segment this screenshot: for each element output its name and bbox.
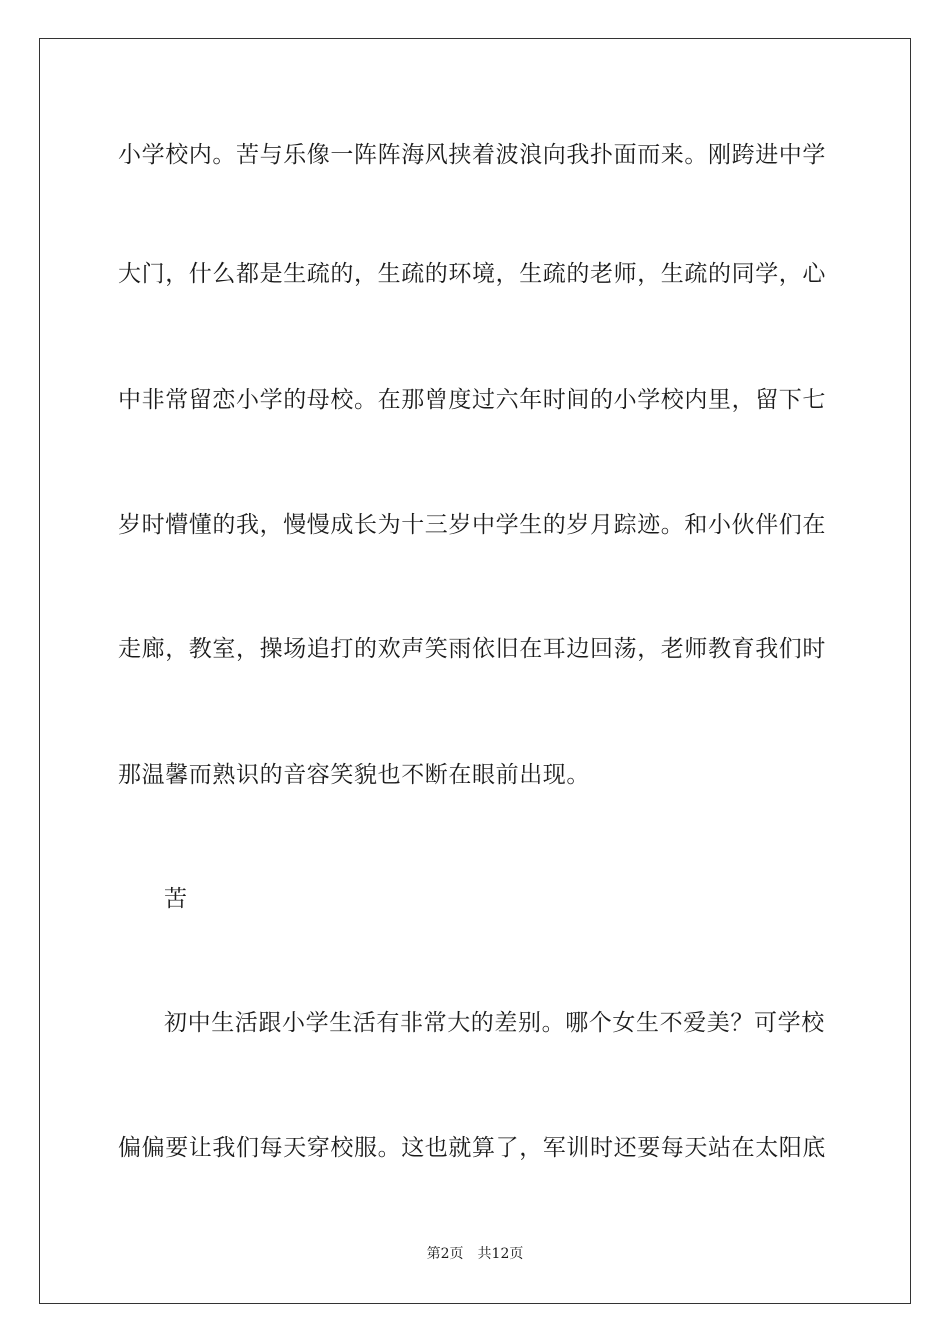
total-pages: 共12页 xyxy=(477,1246,524,1262)
body-text-line: 小学校内。苦与乐像一阵阵海风挟着波浪向我扑面而来。刚跨进中学 xyxy=(118,142,826,168)
page-number: 第2页 xyxy=(426,1246,464,1262)
body-text-line: 偏偏要让我们每天穿校服。这也就算了，军训时还要每天站在太阳底 xyxy=(118,1135,826,1161)
body-text-line: 大门，什么都是生疏的，生疏的环境，生疏的老师，生疏的同学，心 xyxy=(118,261,826,287)
body-text-line: 岁时懵懂的我，慢慢成长为十三岁中学生的岁月踪迹。和小伙伴们在 xyxy=(118,512,826,538)
body-text-line: 走廊，教室，操场追打的欢声笑雨依旧在耳边回荡，老师教育我们时 xyxy=(118,636,826,662)
body-text-line: 初中生活跟小学生活有非常大的差别。哪个女生不爱美？可学校 xyxy=(164,1010,825,1036)
body-text-line: 中非常留恋小学的母校。在那曾度过六年时间的小学校内里，留下七 xyxy=(118,387,826,413)
page-footer xyxy=(0,1245,950,1263)
body-text-line: 那温馨而熟识的音容笑貌也不断在眼前出现。 xyxy=(118,762,590,788)
section-heading: 苦 xyxy=(164,886,188,912)
page-border xyxy=(39,38,911,1304)
